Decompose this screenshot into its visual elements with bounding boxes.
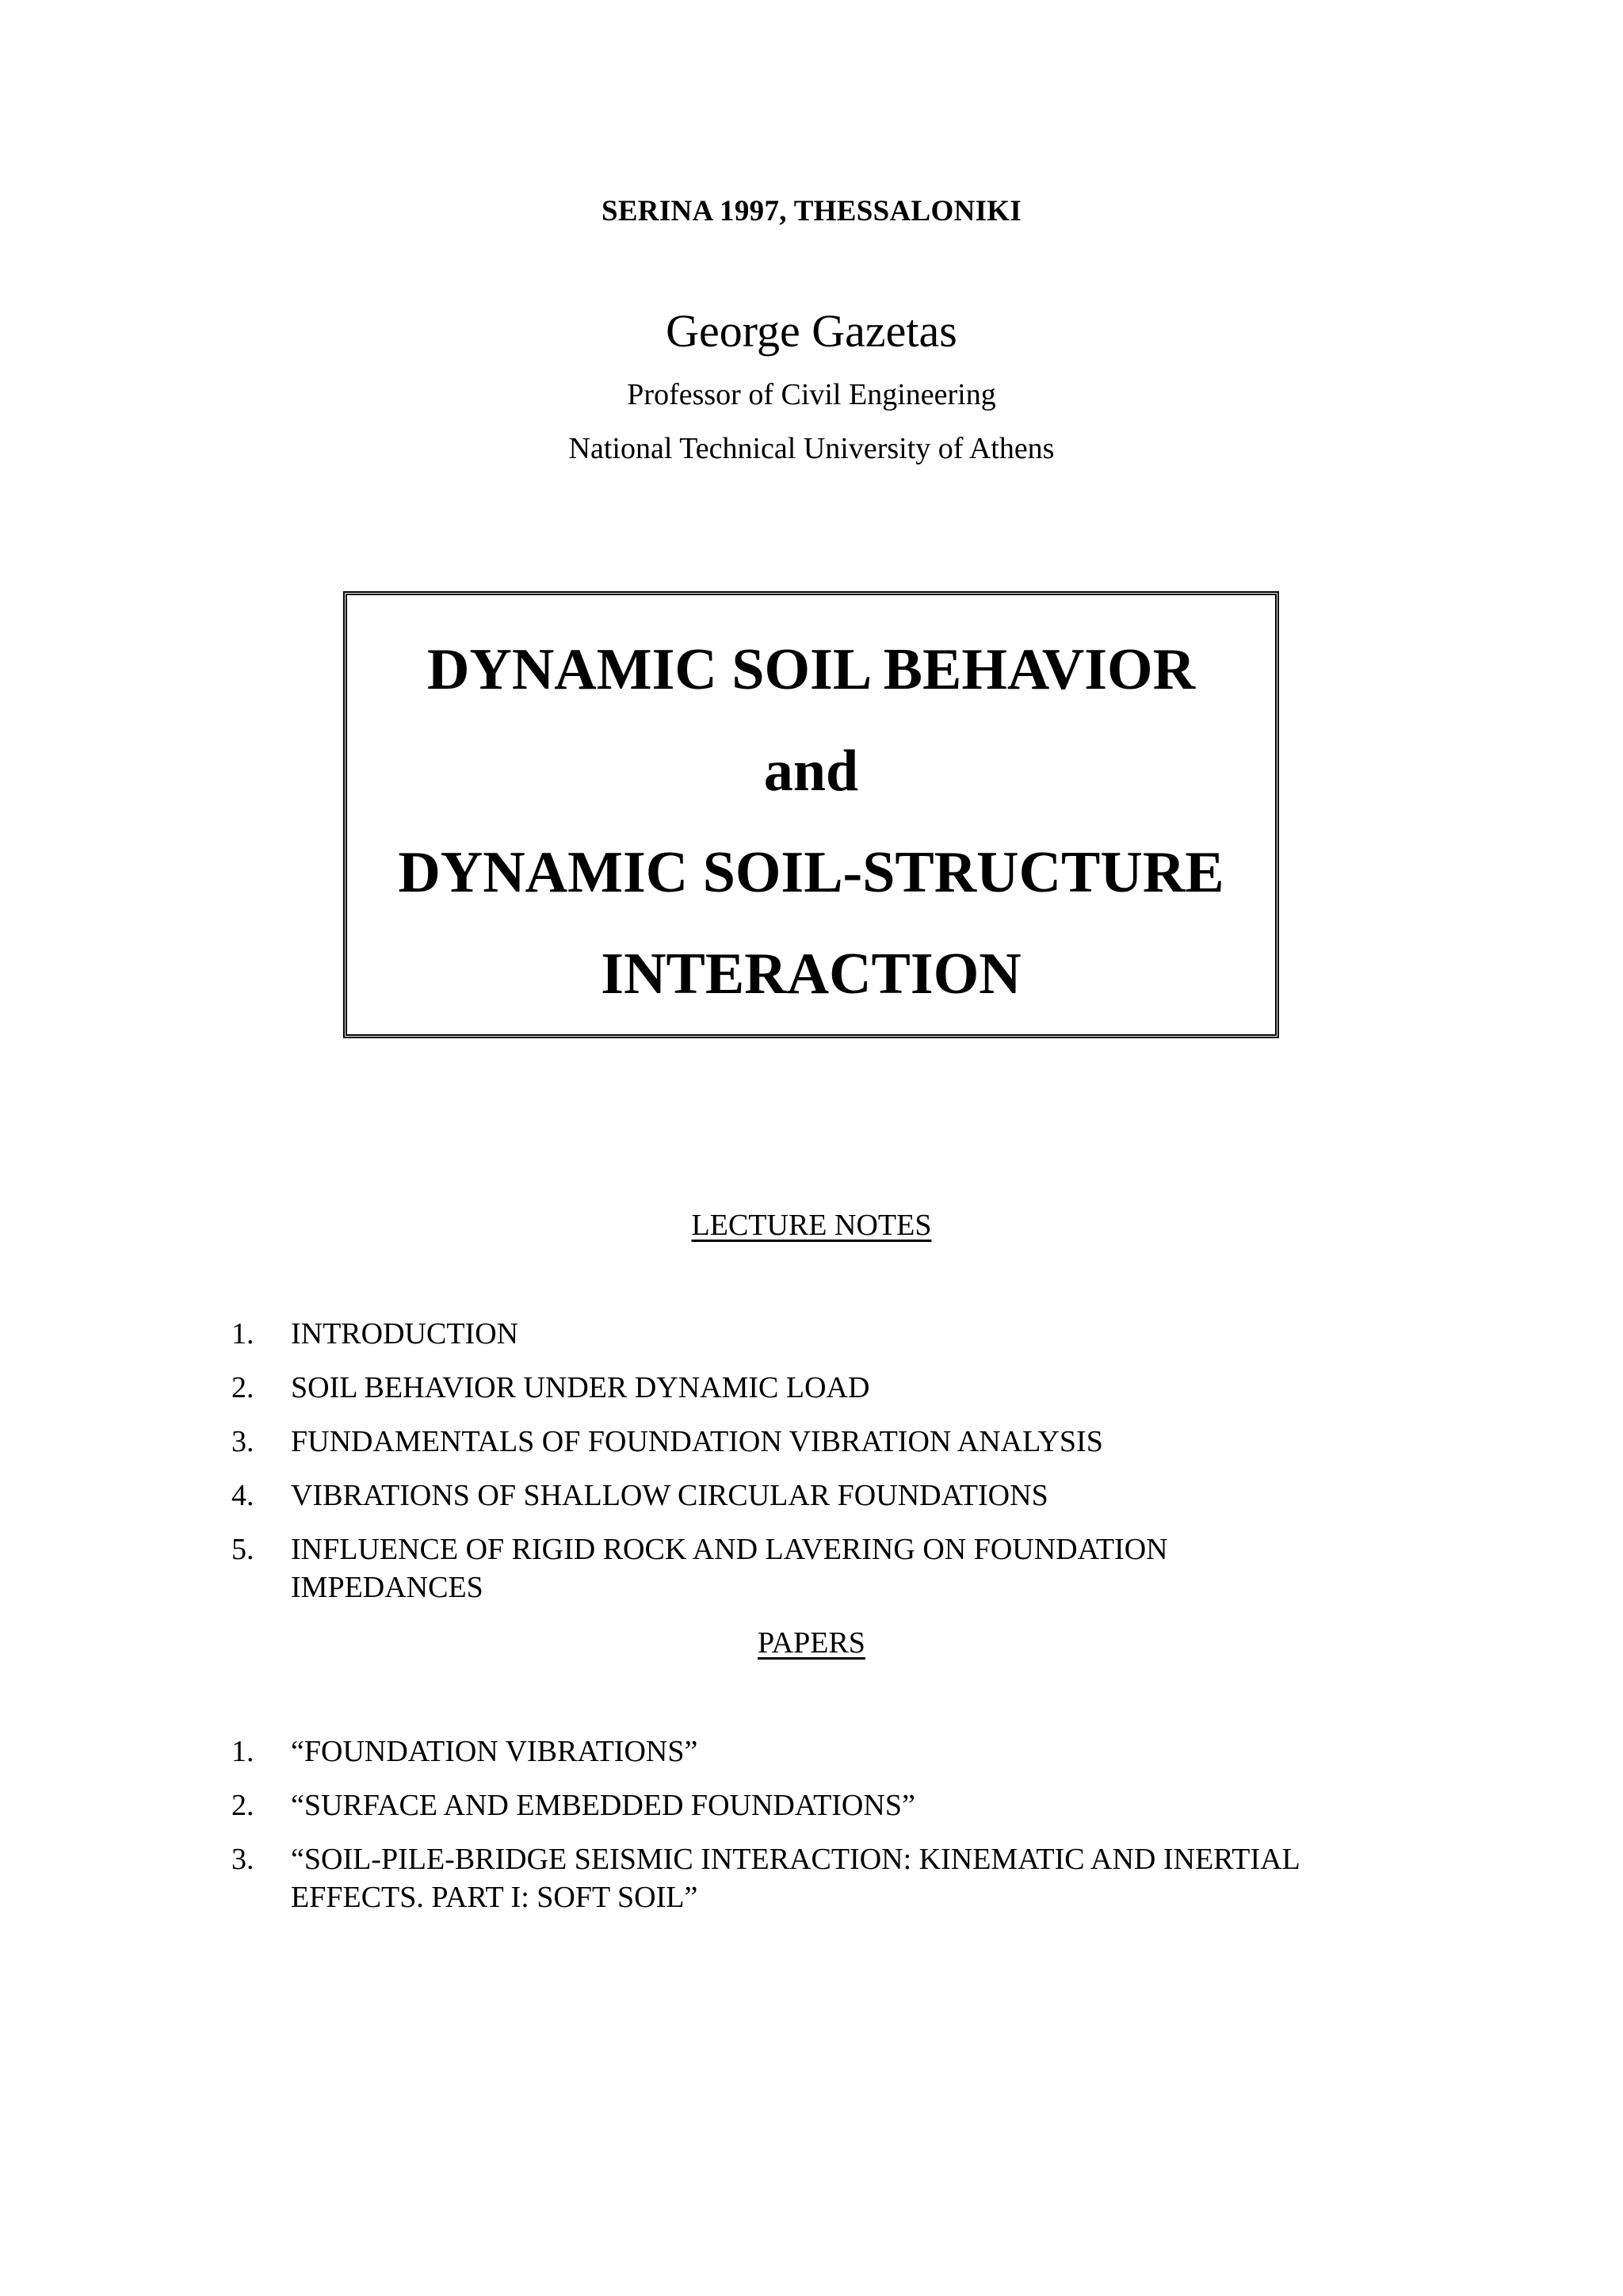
list-number: 2.	[231, 1371, 254, 1404]
list-number: 3.	[231, 1425, 254, 1458]
list-number: 1.	[231, 1735, 254, 1768]
author-name: George Gazetas	[666, 305, 957, 357]
list-number: 5.	[231, 1533, 254, 1566]
list-text: INFLUENCE OF RIGID ROCK AND LAVERING ON FOUNDATION IMPEDANCES	[291, 1533, 1168, 1604]
papers-heading: PAPERS	[758, 1626, 865, 1660]
title-line-1: DYNAMIC SOIL BEHAVIOR	[426, 637, 1196, 702]
list-number: 4.	[231, 1479, 254, 1512]
title-line-2: and	[763, 739, 859, 804]
title-line-4: INTERACTION	[601, 942, 1022, 1007]
list-text: VIBRATIONS OF SHALLOW CIRCULAR FOUNDATIONS	[291, 1479, 1048, 1512]
list-text: “SURFACE AND EMBEDDED FOUNDATIONS”	[291, 1789, 915, 1822]
author-institution: National Technical University of Athens	[568, 432, 1055, 465]
list-text: “SOIL-PILE-BRIDGE SEISMIC INTERACTION: KINEMATIC AND INERTIAL EFFECTS. PART I: SOFT SOIL”	[291, 1843, 1300, 1914]
list-text: SOIL BEHAVIOR UNDER DYNAMIC LOAD	[291, 1371, 870, 1404]
list-number: 3.	[231, 1843, 254, 1876]
conference-line: SERINA 1997, THESSALONIKI	[601, 195, 1022, 227]
lecture-notes-heading: LECTURE NOTES	[691, 1209, 932, 1242]
list-text: INTRODUCTION	[291, 1317, 519, 1350]
list-number: 2.	[231, 1789, 254, 1822]
list-text: FUNDAMENTALS OF FOUNDATION VIBRATION ANALYSIS	[291, 1425, 1103, 1458]
list-text: “FOUNDATION VIBRATIONS”	[291, 1735, 698, 1768]
author-role: Professor of Civil Engineering	[627, 378, 996, 411]
title-box	[343, 591, 1279, 1038]
title-line-3: DYNAMIC SOIL-STRUCTURE	[398, 840, 1224, 905]
list-number: 1.	[231, 1317, 254, 1350]
